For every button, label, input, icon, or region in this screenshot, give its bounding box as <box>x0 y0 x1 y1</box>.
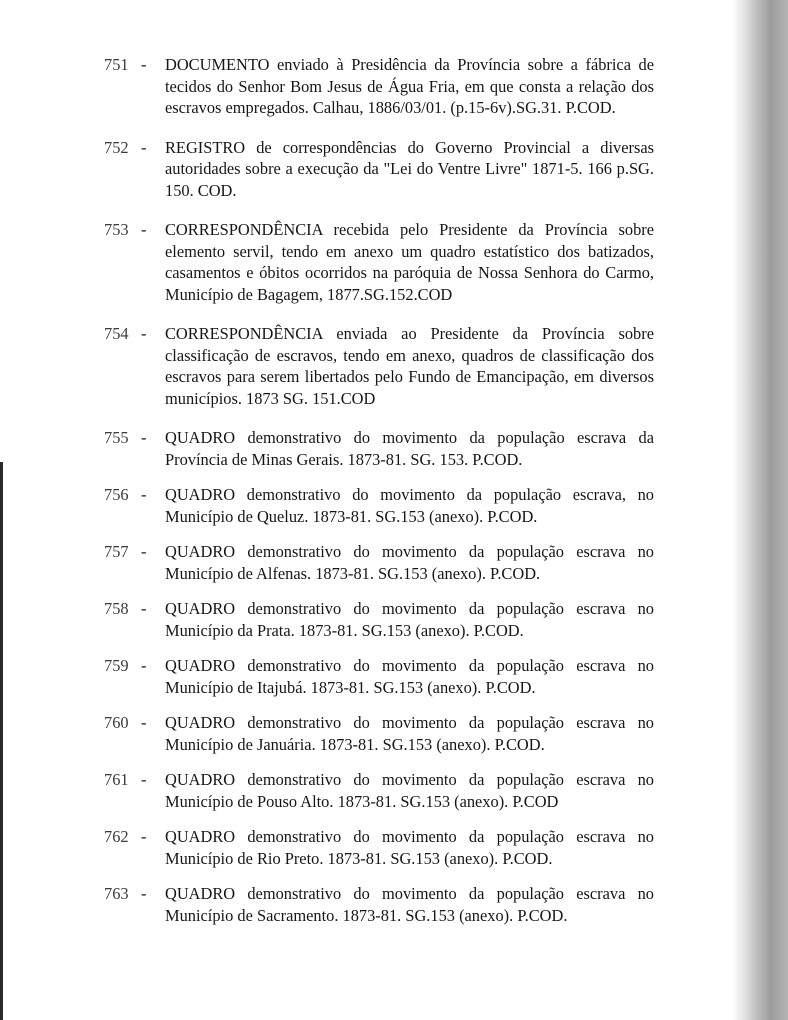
entry-762: 762 - QUADRO demonstrativo do movimento da população escrava no Município de Rio Preto. 1873-81. SG.153 (anexo). P.COD. <box>104 827 654 868</box>
entry-number: 756 <box>104 485 129 504</box>
entry-752: 752 - REGISTRO de correspondências do Governo Provincial a diversas autoridades sobre a execução da "Lei do Ventre Livre" 1871-5. 166 p.SG. 150. COD. <box>104 137 654 200</box>
entry-number: 760 <box>104 713 129 732</box>
entry-text: DOCUMENTO enviado à Presidência da Província sobre a fábrica de tecidos do Senhor Bom Jesus de Água Fria, em que consta a relação dos escravos empregados. Calhau, 1886/03/01. (p.15-6v).SG.31. P.COD. <box>165 55 654 117</box>
entry-761: 761 - QUADRO demonstrativo do movimento da população escrava no Município de Pouso Alto. 1873-81. SG.153 (anexo). P.COD <box>104 770 654 811</box>
entry-754: 754 - CORRESPONDÊNCIA enviada ao Presidente da Província sobre classificação de escravos, tendo em anexo, quadros de classificação dos escravos para serem libertados pelo Fundo de Emancipação, em diversos municípios. 1873 SG. 151.COD <box>104 324 654 408</box>
entry-759: 759 - QUADRO demonstrativo do movimento da população escrava no Município de Itajubá. 1873-81. SG.153 (anexo). P.COD. <box>104 656 654 697</box>
entry-number: 751 <box>104 55 129 74</box>
entry-list <box>104 54 654 940</box>
entry-text: CORRESPONDÊNCIA recebida pelo Presidente da Província sobre elemento servil, tendo em anexo um quadro estatístico dos batizados, casamentos e óbitos ocorridos na paróquia de Nossa Senhora do Carmo, Município de Bagagem, 1877.SG.152.COD <box>165 220 654 304</box>
entry-757: 757 - QUADRO demonstrativo do movimento da população escrava no Município de Alfenas. 1873-81. SG.153 (anexo). P.COD. <box>104 542 654 583</box>
entry-text: QUADRO demonstrativo do movimento da população escrava no Município de Sacramento. 1873-81. SG.153 (anexo). P.COD. <box>165 884 654 925</box>
entry-753: 753 - CORRESPONDÊNCIA recebida pelo Presidente da Província sobre elemento servil, tendo em anexo um quadro estatístico dos batizados, casamentos e óbitos ocorridos na paróquia de Nossa Senhora do Carmo, Município de Bagagem, 1877.SG.152.COD <box>104 220 654 304</box>
entry-text: QUADRO demonstrativo do movimento da população escrava, no Município de Queluz. 1873-81. SG.153 (anexo). P.COD. <box>165 485 654 526</box>
page-gutter-shadow <box>732 0 788 1020</box>
entry-number: 755 <box>104 428 129 447</box>
entry-text: QUADRO demonstrativo do movimento da população escrava no Município de Alfenas. 1873-81. SG.153 (anexo). P.COD. <box>165 542 654 583</box>
entry-text: REGISTRO de correspondências do Governo Provincial a diversas autoridades sobre a execução da "Lei do Ventre Livre" 1871-5. 166 p.SG. 150. COD. <box>165 137 654 200</box>
entry-number: 761 <box>104 770 129 789</box>
entry-number: 752 <box>104 137 129 157</box>
entry-number: 762 <box>104 827 129 846</box>
left-edge-mark <box>0 462 3 1020</box>
entry-number: 757 <box>104 542 129 561</box>
entry-text: CORRESPONDÊNCIA enviada ao Presidente da Província sobre classificação de escravos, tendo em anexo, quadros de classificação dos escravos para serem libertados pelo Fundo de Emancipação, em diversos municípios. 1873 SG. 151.COD <box>165 324 654 408</box>
entry-text: QUADRO demonstrativo do movimento da população escrava da Província de Minas Gerais. 1873-81. SG. 153. P.COD. <box>165 428 654 469</box>
entry-755: 755 - QUADRO demonstrativo do movimento da população escrava da Província de Minas Gerais. 1873-81. SG. 153. P.COD. <box>104 428 654 469</box>
entry-751: 751 - DOCUMENTO enviado à Presidência da Província sobre a fábrica de tecidos do Senhor Bom Jesus de Água Fria, em que consta a relação dos escravos empregados. Calhau, 1886/03/01. (p.15-6v).SG.31. P.COD. <box>104 55 654 117</box>
entry-text: QUADRO demonstrativo do movimento da população escrava no Município de Itajubá. 1873-81. SG.153 (anexo). P.COD. <box>165 656 654 697</box>
entry-number: 758 <box>104 599 129 618</box>
entry-758: 758 - QUADRO demonstrativo do movimento da população escrava no Município da Prata. 1873-81. SG.153 (anexo). P.COD. <box>104 599 654 640</box>
entry-text: QUADRO demonstrativo do movimento da população escrava no Município de Pouso Alto. 1873-81. SG.153 (anexo). P.COD <box>165 770 654 811</box>
entry-756: 756 - QUADRO demonstrativo do movimento da população escrava, no Município de Queluz. 1873-81. SG.153 (anexo). P.COD. <box>104 485 654 526</box>
entry-760: 760 - QUADRO demonstrativo do movimento da população escrava no Município de Januária. 1873-81. SG.153 (anexo). P.COD. <box>104 713 654 754</box>
entry-number: 759 <box>104 656 129 675</box>
entry-text: QUADRO demonstrativo do movimento da população escrava no Município de Rio Preto. 1873-81. SG.153 (anexo). P.COD. <box>165 827 654 868</box>
entry-number: 763 <box>104 884 129 903</box>
entry-text: QUADRO demonstrativo do movimento da população escrava no Município da Prata. 1873-81. SG.153 (anexo). P.COD. <box>165 599 654 640</box>
entry-763: 763 - QUADRO demonstrativo do movimento da população escrava no Município de Sacramento. 1873-81. SG.153 (anexo). P.COD. <box>104 884 654 925</box>
entry-number: 754 <box>104 324 129 343</box>
entry-text: QUADRO demonstrativo do movimento da população escrava no Município de Januária. 1873-81. SG.153 (anexo). P.COD. <box>165 713 654 754</box>
entry-number: 753 <box>104 220 129 239</box>
